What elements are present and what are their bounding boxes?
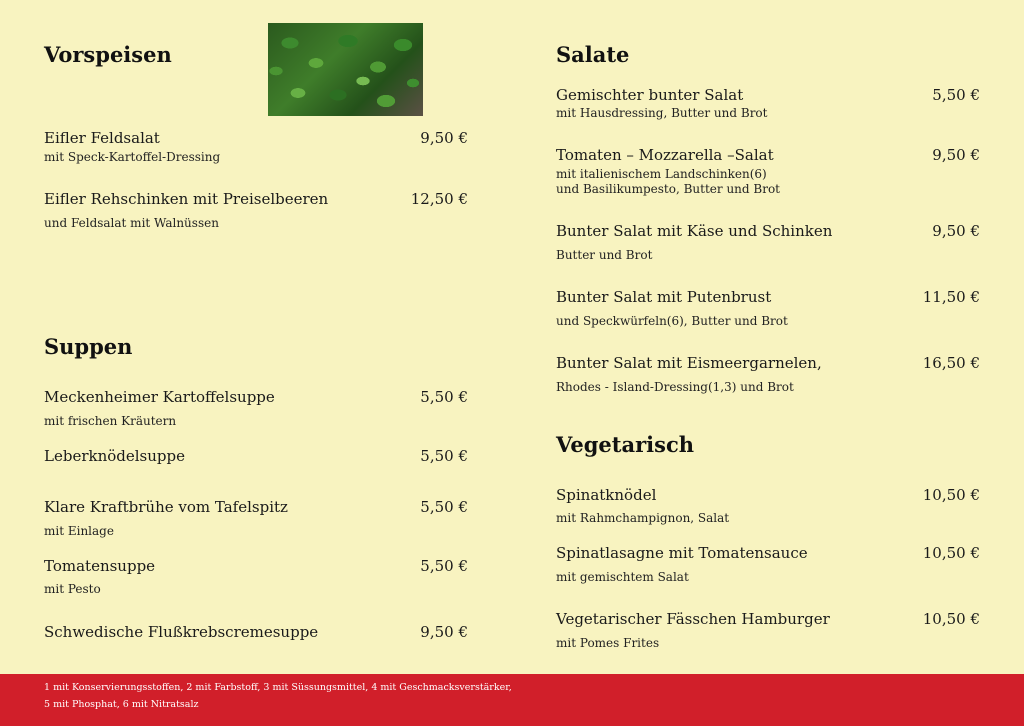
item-price-kraftbruehe: 5,50 € [420, 498, 468, 516]
item-name-putenbrust: Bunter Salat mit Putenbrust [556, 288, 772, 306]
footer-band [0, 674, 1024, 726]
item-name-tomatensuppe: Tomatensuppe [44, 557, 156, 575]
item-desc2-tomaten-mozzarella: und Basilikumpesto, Butter und Brot [556, 182, 780, 196]
item-desc-kartoffelsuppe: mit frischen Kräutern [44, 414, 177, 428]
item-price-flusskrebscremesuppe: 9,50 € [420, 623, 468, 641]
item-price-gemischter-salat: 5,50 € [932, 86, 980, 104]
footer-note-line-2: 5 mit Phosphat, 6 mit Nitratsalz [44, 699, 199, 710]
item-name-leberknoedelsuppe: Leberknödelsuppe [44, 447, 185, 465]
item-price-kaese-schinken: 9,50 € [932, 222, 980, 240]
item-desc-tomatensuppe: mit Pesto [44, 582, 101, 596]
item-desc-spinatlasagne: mit gemischtem Salat [556, 570, 689, 584]
item-price-spinatknoedel: 10,50 € [922, 486, 980, 504]
item-name-tomaten-mozzarella: Tomaten – Mozzarella –Salat [556, 146, 774, 164]
item-price-fasschen-hamburger: 10,50 € [922, 610, 980, 628]
item-price-eifler-rehschinken: 12,50 € [410, 190, 468, 208]
item-price-leberknoedelsuppe: 5,50 € [420, 447, 468, 465]
item-desc-tomaten-mozzarella: mit italienischem Landschinken(6) [556, 167, 767, 181]
section-title-vorspeisen: Vorspeisen [44, 42, 172, 67]
item-desc-kraftbruehe: mit Einlage [44, 524, 114, 538]
item-desc-gemischter-salat: mit Hausdressing, Butter und Brot [556, 106, 768, 120]
salad-photo [268, 23, 423, 116]
item-desc-eifler-feldsalat: mit Speck-Kartoffel-Dressing [44, 150, 221, 164]
item-desc-eifler-rehschinken: und Feldsalat mit Walnüssen [44, 216, 219, 230]
footer-note-line-1: 1 mit Konservierungsstoffen, 2 mit Farbstoff, 3 mit Süssungsmittel, 4 mit Geschmacksverstärker, [44, 682, 512, 693]
item-price-putenbrust: 11,50 € [922, 288, 980, 306]
item-desc-fasschen-hamburger: mit Pomes Frites [556, 636, 660, 650]
item-price-tomaten-mozzarella: 9,50 € [932, 146, 980, 164]
section-title-vegetarisch: Vegetarisch [556, 432, 694, 457]
item-name-eifler-rehschinken: Eifler Rehschinken mit Preiselbeeren [44, 190, 329, 208]
item-name-kartoffelsuppe: Meckenheimer Kartoffelsuppe [44, 388, 275, 406]
item-name-fasschen-hamburger: Vegetarischer Fässchen Hamburger [556, 610, 830, 628]
item-name-kraftbruehe: Klare Kraftbrühe vom Tafelspitz [44, 498, 288, 516]
item-price-kartoffelsuppe: 5,50 € [420, 388, 468, 406]
item-desc-eismeergarnelen: Rhodes - Island-Dressing(1,3) und Brot [556, 380, 794, 394]
item-price-tomatensuppe: 5,50 € [420, 557, 468, 575]
item-desc-spinatknoedel: mit Rahmchampignon, Salat [556, 511, 730, 525]
item-price-eismeergarnelen: 16,50 € [922, 354, 980, 372]
item-name-gemischter-salat: Gemischter bunter Salat [556, 86, 744, 104]
item-name-spinatknoedel: Spinatknödel [556, 486, 657, 504]
item-price-eifler-feldsalat: 9,50 € [420, 129, 468, 147]
section-title-suppen: Suppen [44, 334, 133, 359]
item-name-eifler-feldsalat: Eifler Feldsalat [44, 129, 160, 147]
item-name-flusskrebscremesuppe: Schwedische Flußkrebscremesuppe [44, 623, 319, 641]
item-price-spinatlasagne: 10,50 € [922, 544, 980, 562]
item-desc-kaese-schinken: Butter und Brot [556, 248, 653, 262]
item-name-eismeergarnelen: Bunter Salat mit Eismeergarnelen, [556, 354, 822, 372]
item-name-spinatlasagne: Spinatlasagne mit Tomatensauce [556, 544, 808, 562]
item-desc-putenbrust: und Speckwürfeln(6), Butter und Brot [556, 314, 788, 328]
item-name-kaese-schinken: Bunter Salat mit Käse und Schinken [556, 222, 833, 240]
section-title-salate: Salate [556, 42, 630, 67]
